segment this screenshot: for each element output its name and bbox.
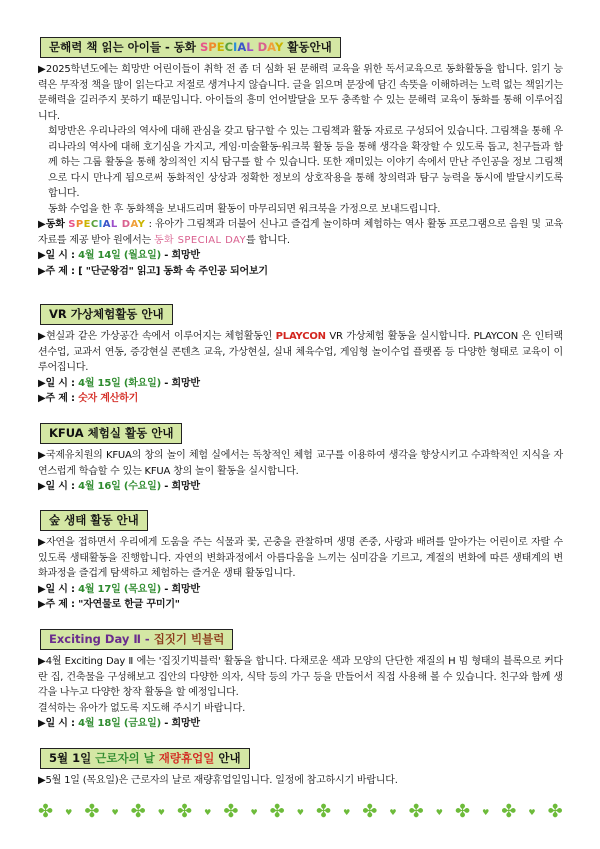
section-labor-day [38, 747, 563, 789]
date-value: 4월 14일 (월요일) [78, 250, 161, 261]
forest-date-line: ▶일 시 : 4월 17일 (목요일) - 희망반 [38, 583, 200, 595]
header-part: 문해력 책 읽는 아이들 - 동화 [49, 40, 200, 54]
vr-date-line: ▶일 시 : 4월 15일 (화요일) - 희망반 [38, 377, 200, 389]
section-header-forest: 숲 생태 활동 안내 [40, 510, 148, 531]
clover-icon: ✤ [501, 801, 517, 822]
header-part: A [237, 40, 247, 54]
clover-icon: ✤ [176, 801, 193, 822]
theme-value: "자연물로 한글 꾸미기" [78, 599, 180, 610]
literacy-paragraph-1: ▶2025학년도에는 희망반 어린이들이 취학 전 좀 더 심화 된 문해력 교육을 위한 독서교육으로 동화활동을 합니다. 읽기 능력은 무작정 책을 많이 읽는다고 저절로 생겨나지 않습니다. 글을 읽으며 문장에 담긴 속뜻을 이해하려는 노력 없는 책읽기는 문해력을 길러주지 못하기 때문입니다. 아이들의 흥미 언어발달을 모두 충족할 수 있는 문해력 교육이 동화를 통해 이루어집니다. [38, 64, 563, 122]
kfua-paragraph: ▶국제유치원의 KFUA의 창의 놀이 체험 실에서는 독창적인 체험 교구를 이용하여 생각을 향상시키고 수과학적인 지식을 자연스럽게 학습할 수 있는 KFUA 창의 놀이 활동을 실시합니다. [38, 450, 563, 477]
header-part: E [216, 40, 225, 54]
playcon-highlight: PLAYCON [275, 331, 326, 342]
clover-icon: ✤ [130, 801, 146, 822]
header-part: Y [274, 40, 284, 54]
donghwa-prefix: ▶동화 [38, 219, 69, 230]
clover-icon: ✤ [84, 801, 100, 822]
vr-paragraph: ▶현실과 같은 가상공간 속에서 이루어지는 체험활동인 PLAYCON VR 가상체험 활동을 실시합니다. PLAYCON 은 인터랙션수업, 교과서 연동, 증강현실 콘텐츠 교육, 가상현실, 실내 체육수업, 게임형 놀이수업 플랫폼 등 다양한 형태로 교육이 이루어집니다. [38, 331, 563, 373]
heart-icon: ♥ [343, 807, 351, 817]
special-letter: C [90, 219, 99, 230]
date-value: 4월 15일 (화요일) [78, 377, 161, 389]
literacy-theme-line [38, 264, 563, 280]
theme-label: ▶주 제 : [38, 265, 79, 277]
clover-icon: ✤ [38, 801, 54, 822]
heart-icon: ♥ [157, 807, 165, 817]
literacy-special-day-note [38, 217, 563, 248]
section-header-kfua: KFUA 체험실 활동 안내 [40, 423, 182, 444]
clover-icon: ✤ [454, 801, 471, 822]
header-part: C [224, 40, 234, 54]
theme-value: 숫자 계산하기 [78, 393, 139, 404]
forest-paragraph: ▶자연을 접하면서 우리에게 도움을 주는 식물과 꽃, 곤충을 관찰하며 생명 존중, 사랑과 배려를 알아가는 어린이로 자랄 수 있도록 생태활동을 진행합니다. 자연의 변화과정에서 아름다움을 느끼는 심미감을 기르고, 계절의 변화에 따른 생태계의 변화과정을 즐겁게 탐색하고 체험하는 즐거운 생태 활동입니다. [38, 537, 563, 579]
exciting-day-date-line: ▶일 시 : 4월 18일 (금요일) - 희망반 [38, 718, 200, 729]
section-literacy [38, 36, 563, 279]
literacy-paragraph-2: 희망반은 우리나라의 역사에 대해 관심을 갖고 탐구할 수 있는 그림책과 활동 자료로 구성되어 있습니다. 그림책을 통해 우리나라의 역사에 대해 호기심을 가지고, 게임·미술활동·워크북 활동 등을 통해 생각을 확장할 수 있도록 돕고, 친구들과 함께 하는 그룹 활동을 통해 창의적인 지식 탐구를 할 수 있습니다. 또한 재미있는 이야기 속에서 만난 주인공을 정보 그림책으로 다시 만나게 됨으로써 동화적인 상상과 정확한 정보의 상호작용을 통해 창의력과 탐구 능력을 동시에 발달시키도록 합니다. [48, 126, 563, 199]
clover-icon: ✤ [315, 801, 332, 822]
heart-icon: ♥ [435, 807, 443, 817]
vr-theme-line: ▶주 제 : 숫자 계산하기 [38, 393, 139, 404]
date-value: 4월 17일 (목요일) [78, 583, 161, 595]
heart-icon: ♥ [204, 807, 212, 817]
heart-icon: ♥ [65, 807, 73, 817]
kfua-date-line: ▶일 시 : 4월 16일 (수요일) - 희망반 [38, 481, 200, 492]
special-letter: P [75, 219, 84, 230]
header-part: L [246, 40, 254, 54]
section-kfua [38, 422, 563, 495]
donghwa-special-highlight: 동화 SPECIAL DAY [153, 234, 246, 246]
date-value: 4월 16일 (수요일) [78, 481, 161, 492]
theme-value: [ "단군왕검" 읽고] 동화 속 주인공 되어보기 [78, 265, 268, 277]
literacy-date-line [38, 248, 563, 264]
exciting-day-note: 결석하는 유아가 없도록 지도해 주시기 바랍니다. [38, 702, 246, 714]
special-day-rainbow [68, 219, 145, 230]
clover-icon: ✤ [269, 801, 285, 822]
heart-icon: ♥ [111, 807, 119, 817]
special-letter: A [130, 219, 138, 230]
clover-icon: ✤ [223, 801, 239, 822]
special-letter: D [121, 219, 131, 230]
literacy-paragraph-3: 동화 수업을 한 후 동화책을 보내드리며 활동이 마무리되면 워크북을 가정으로 보내드립니다. [48, 203, 441, 215]
header-part: S [200, 40, 209, 54]
section-exciting-day [38, 628, 563, 732]
special-letter: S [68, 219, 76, 230]
section-header-labor-day: 5월 1일 근로자의 날 재량휴업일 안내 [40, 748, 250, 769]
labor-day-paragraph: ▶5월 1일 (목요일)은 근로자의 날로 재량휴업일입니다. 일정에 참고하시기 바랍니다. [38, 775, 398, 786]
date-value: 4월 18일 (금요일) [78, 718, 161, 729]
header-part: I [233, 40, 238, 54]
section-header-vr: VR 가상체험활동 안내 [40, 304, 173, 325]
header-part: D [257, 40, 268, 54]
date-class: - 희망반 [160, 250, 200, 261]
clover-icon: ✤ [362, 801, 378, 822]
date-label: ▶일 시 : [38, 250, 79, 261]
heart-icon: ♥ [528, 807, 536, 817]
section-header-exciting-day: Exciting Day Ⅱ - 집짓기 빅블럭 [40, 629, 233, 650]
special-letter: I [98, 219, 103, 230]
forest-theme-line: ▶주 제 : "자연물로 한글 꾸미기" [38, 599, 180, 610]
section-header-literacy [40, 37, 341, 58]
special-letter: L [110, 219, 118, 230]
footer-clover-decoration [38, 800, 563, 824]
heart-icon: ♥ [482, 807, 490, 817]
header-part: 활동안내 [283, 40, 332, 54]
header-part: A [267, 40, 275, 54]
section-vr [38, 303, 563, 407]
special-letter: A [102, 219, 111, 230]
special-letter: E [83, 219, 91, 230]
heart-icon: ♥ [250, 807, 258, 817]
header-part: P [208, 40, 217, 54]
clover-icon: ✤ [408, 801, 424, 822]
heart-icon: ♥ [389, 807, 397, 817]
special-letter: Y [137, 219, 146, 230]
section-forest [38, 509, 563, 613]
clover-icon: ✤ [547, 801, 563, 822]
heart-icon: ♥ [296, 807, 304, 817]
donghwa-end: 를 합니다. [246, 234, 290, 246]
donghwa-text: : 유아가 그림책과 더불어 신나고 즐겁게 놀이하며 체험하는 역사 활동 프로그램으로 음원 및 교육 자료를 제공 받아 원에서는 [38, 219, 563, 246]
exciting-day-paragraph: ▶4월 Exciting Day Ⅱ 에는 '집짓기빅블럭' 활동을 합니다. 다채로운 색과 모양의 단단한 재질의 H 빔 형태의 블록으로 커다란 집, 건축물을 구성해보고 집안의 다양한 의자, 식탁 등의 가구 등을 만들어서 직접 사용해 볼 수 있습니다. 친구와 함께 생각을 나누고 다양한 창작 활동을 할 예정입니다. [38, 656, 563, 698]
